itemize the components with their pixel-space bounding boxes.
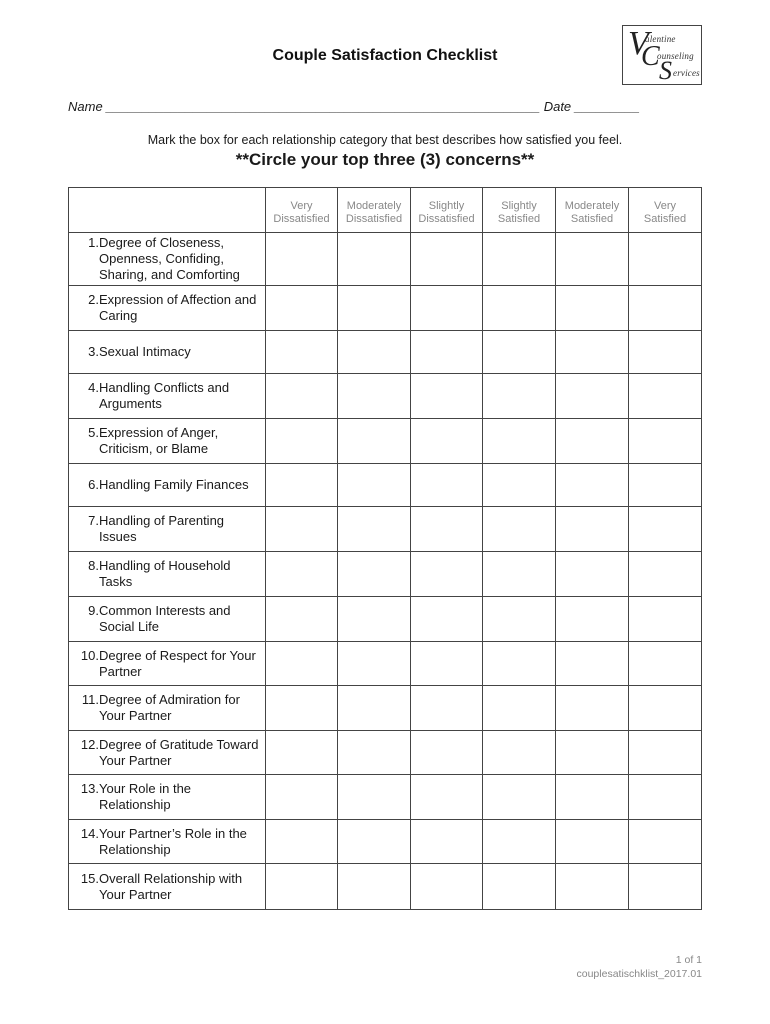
table-row <box>69 233 702 286</box>
rating-checkbox-cell[interactable] <box>629 286 702 331</box>
rating-checkbox-cell[interactable] <box>483 686 556 731</box>
rating-checkbox-cell[interactable] <box>266 507 338 552</box>
rating-checkbox-cell[interactable] <box>411 464 483 507</box>
column-header-line: Slightly <box>501 200 537 212</box>
category-number: 15. <box>80 870 99 886</box>
logo-letter-v: V <box>628 25 649 62</box>
rating-checkbox-cell[interactable] <box>629 642 702 686</box>
category-label: Expression of Anger, Criticism, or Blame <box>99 425 219 456</box>
rating-checkbox-cell[interactable] <box>629 686 702 731</box>
logo-word-1: alentine <box>645 34 676 44</box>
rating-checkbox-cell[interactable] <box>556 552 629 597</box>
rating-checkbox-cell[interactable] <box>266 464 338 507</box>
page-title: Couple Satisfaction Checklist <box>272 47 498 64</box>
name-date-line[interactable]: Name ____________________________________________________________ Date _________ <box>68 99 640 114</box>
rating-checkbox-cell[interactable] <box>556 331 629 374</box>
rating-checkbox-cell[interactable] <box>483 419 556 464</box>
rating-checkbox-cell[interactable] <box>266 419 338 464</box>
rating-checkbox-cell[interactable] <box>338 775 411 820</box>
column-header <box>629 188 702 233</box>
rating-checkbox-cell[interactable] <box>266 686 338 731</box>
category-number: 4. <box>88 380 99 395</box>
category-cell <box>69 642 266 686</box>
category-cell <box>69 331 266 374</box>
rating-checkbox-cell[interactable] <box>483 286 556 331</box>
rating-checkbox-cell[interactable] <box>411 507 483 552</box>
category-label: Your Role in the Relationship <box>99 781 192 812</box>
column-header-line: Dissatisfied <box>345 213 403 225</box>
category-label: Common Interests and Social Life <box>99 603 231 634</box>
rating-checkbox-cell[interactable] <box>411 775 483 820</box>
category-cell <box>69 419 266 464</box>
category-number: 7. <box>88 513 99 528</box>
rating-checkbox-cell[interactable] <box>556 419 629 464</box>
rating-checkbox-cell[interactable] <box>338 331 411 374</box>
column-header <box>266 188 338 233</box>
rating-checkbox-cell[interactable] <box>629 331 702 374</box>
category-cell <box>69 286 266 331</box>
category-number: 6. <box>88 477 99 492</box>
table-row <box>69 464 702 507</box>
document-code: couplesatischklist_2017.01 <box>576 968 702 980</box>
category-label: Degree of Respect for Your Partner <box>99 647 256 679</box>
rating-checkbox-cell[interactable] <box>483 233 556 286</box>
rating-checkbox-cell[interactable] <box>266 864 338 910</box>
rating-checkbox-cell[interactable] <box>483 507 556 552</box>
rating-checkbox-cell[interactable] <box>338 464 411 507</box>
column-header <box>411 188 483 233</box>
column-header-line: Very <box>290 200 313 212</box>
category-label: Sexual Intimacy <box>99 344 191 359</box>
category-cell <box>69 374 266 419</box>
logo-letter-s: S <box>659 56 672 85</box>
table-row <box>69 775 702 820</box>
category-number: 12. <box>80 736 99 752</box>
table-row <box>69 686 702 731</box>
category-cell <box>69 820 266 864</box>
category-label: Handling of Parenting Issues <box>99 513 225 544</box>
rating-checkbox-cell[interactable] <box>556 597 629 642</box>
table-row <box>69 374 702 419</box>
table-row <box>69 419 702 464</box>
category-label: Degree of Closeness, Openness, Confiding, Sharing, and Comforting <box>99 235 240 282</box>
category-label: Handling of Household Tasks <box>99 558 231 589</box>
rating-checkbox-cell[interactable] <box>556 464 629 507</box>
rating-checkbox-cell[interactable] <box>338 864 411 910</box>
rating-checkbox-cell[interactable] <box>338 642 411 686</box>
column-header-line: Satisfied <box>570 213 614 225</box>
rating-checkbox-cell[interactable] <box>338 686 411 731</box>
category-number: 9. <box>88 603 99 618</box>
rating-checkbox-cell[interactable] <box>629 820 702 864</box>
rating-checkbox-cell[interactable] <box>411 552 483 597</box>
rating-checkbox-cell[interactable] <box>556 374 629 419</box>
rating-checkbox-cell[interactable] <box>338 507 411 552</box>
category-label: Overall Relationship with Your Partner <box>99 870 243 902</box>
rating-checkbox-cell[interactable] <box>483 464 556 507</box>
table-row <box>69 552 702 597</box>
column-header-line: Moderately <box>564 200 620 212</box>
rating-checkbox-cell[interactable] <box>338 374 411 419</box>
footer <box>577 953 703 981</box>
rating-checkbox-cell[interactable] <box>556 731 629 775</box>
rating-checkbox-cell[interactable] <box>411 642 483 686</box>
category-number: 13. <box>80 781 99 796</box>
category-cell <box>69 233 266 286</box>
rating-checkbox-cell[interactable] <box>338 597 411 642</box>
category-number: 11. <box>81 692 99 707</box>
table-row <box>69 642 702 686</box>
rating-checkbox-cell[interactable] <box>556 775 629 820</box>
rating-checkbox-cell[interactable] <box>411 686 483 731</box>
rating-checkbox-cell[interactable] <box>338 286 411 331</box>
rating-checkbox-cell[interactable] <box>629 597 702 642</box>
category-cell <box>69 731 266 775</box>
rating-checkbox-cell[interactable] <box>629 233 702 286</box>
rating-checkbox-cell[interactable] <box>338 552 411 597</box>
category-number: 8. <box>88 558 99 573</box>
rating-checkbox-cell[interactable] <box>629 507 702 552</box>
category-label: Your Partner’s Role in the Relationship <box>99 825 247 857</box>
rating-checkbox-cell[interactable] <box>266 597 338 642</box>
rating-checkbox-cell[interactable] <box>629 775 702 820</box>
rating-checkbox-cell[interactable] <box>266 775 338 820</box>
rating-checkbox-cell[interactable] <box>266 642 338 686</box>
rating-checkbox-cell[interactable] <box>483 597 556 642</box>
table-row <box>69 507 702 552</box>
column-header-line: Dissatisfied <box>418 213 475 225</box>
category-number: 3. <box>88 344 99 359</box>
column-header-line: Moderately <box>346 200 402 212</box>
rating-checkbox-cell[interactable] <box>411 286 483 331</box>
rating-checkbox-cell[interactable] <box>338 820 411 864</box>
rating-checkbox-cell[interactable] <box>411 374 483 419</box>
table-row <box>69 286 702 331</box>
category-label: Handling Conflicts and Arguments <box>99 380 230 411</box>
rating-checkbox-cell[interactable] <box>629 864 702 910</box>
instructions: Mark the box for each relationship category that best describes how satisfied you feel. <box>147 133 623 147</box>
column-header-line: Very <box>653 200 676 212</box>
column-header-line: Slightly <box>428 200 465 212</box>
logo-word-3: ervices <box>673 68 700 78</box>
rating-checkbox-cell[interactable] <box>483 820 556 864</box>
satisfaction-table <box>68 187 702 910</box>
rating-checkbox-cell[interactable] <box>483 775 556 820</box>
rating-checkbox-cell[interactable] <box>411 419 483 464</box>
rating-checkbox-cell[interactable] <box>483 552 556 597</box>
concerns-heading: **Circle your top three (3) concerns** <box>235 150 535 169</box>
category-cell <box>69 686 266 731</box>
column-header-line: Satisfied <box>497 213 541 225</box>
column-header <box>556 188 629 233</box>
rating-checkbox-cell[interactable] <box>266 331 338 374</box>
category-label: Handling Family Finances <box>99 477 249 492</box>
table-row <box>69 864 702 910</box>
header-row <box>69 188 702 233</box>
table-row <box>69 731 702 775</box>
table-row <box>69 597 702 642</box>
rating-checkbox-cell[interactable] <box>556 233 629 286</box>
rating-checkbox-cell[interactable] <box>266 820 338 864</box>
rating-checkbox-cell[interactable] <box>266 286 338 331</box>
rating-checkbox-cell[interactable] <box>338 419 411 464</box>
column-header <box>483 188 556 233</box>
rating-checkbox-cell[interactable] <box>411 233 483 286</box>
column-header <box>338 188 411 233</box>
rating-checkbox-cell[interactable] <box>266 731 338 775</box>
rating-checkbox-cell[interactable] <box>266 233 338 286</box>
category-label: Degree of Admiration for Your Partner <box>99 692 240 723</box>
rating-checkbox-cell[interactable] <box>629 419 702 464</box>
category-number: 2. <box>88 292 99 307</box>
rating-checkbox-cell[interactable] <box>483 642 556 686</box>
rating-checkbox-cell[interactable] <box>629 374 702 419</box>
rating-checkbox-cell[interactable] <box>411 597 483 642</box>
rating-checkbox-cell[interactable] <box>411 820 483 864</box>
rating-checkbox-cell[interactable] <box>483 331 556 374</box>
column-header-line: Dissatisfied <box>273 213 330 225</box>
rating-checkbox-cell[interactable] <box>556 642 629 686</box>
category-cell <box>69 552 266 597</box>
table-row <box>69 820 702 864</box>
header-blank-cell <box>69 188 266 233</box>
rating-checkbox-cell[interactable] <box>411 331 483 374</box>
column-header-line: Satisfied <box>643 213 687 225</box>
category-number: 1. <box>88 235 99 250</box>
logo-word-2: ounseling <box>657 51 694 61</box>
table-row <box>69 331 702 374</box>
category-cell <box>69 864 266 910</box>
category-cell <box>69 464 266 507</box>
rating-checkbox-cell[interactable] <box>556 507 629 552</box>
rating-checkbox-cell[interactable] <box>338 731 411 775</box>
category-cell <box>69 507 266 552</box>
category-number: 5. <box>88 425 99 440</box>
rating-checkbox-cell[interactable] <box>556 864 629 910</box>
category-label: Degree of Gratitude Toward Your Partner <box>99 736 259 768</box>
category-cell <box>69 597 266 642</box>
rating-checkbox-cell[interactable] <box>629 731 702 775</box>
logo-letter-c: C <box>641 41 660 72</box>
rating-checkbox-cell[interactable] <box>338 233 411 286</box>
rating-checkbox-cell[interactable] <box>483 731 556 775</box>
category-label: Expression of Affection and Caring <box>99 292 257 323</box>
rating-checkbox-cell[interactable] <box>629 552 702 597</box>
category-number: 14. <box>80 825 99 841</box>
rating-checkbox-cell[interactable] <box>411 864 483 910</box>
rating-checkbox-cell[interactable] <box>266 552 338 597</box>
rating-checkbox-cell[interactable] <box>556 820 629 864</box>
rating-checkbox-cell[interactable] <box>556 686 629 731</box>
rating-checkbox-cell[interactable] <box>483 374 556 419</box>
rating-checkbox-cell[interactable] <box>556 286 629 331</box>
category-cell <box>69 775 266 820</box>
rating-checkbox-cell[interactable] <box>266 374 338 419</box>
page-number: 1 of 1 <box>675 954 702 966</box>
rating-checkbox-cell[interactable] <box>483 864 556 910</box>
rating-checkbox-cell[interactable] <box>629 464 702 507</box>
rating-checkbox-cell[interactable] <box>411 731 483 775</box>
category-number: 10. <box>80 647 99 663</box>
